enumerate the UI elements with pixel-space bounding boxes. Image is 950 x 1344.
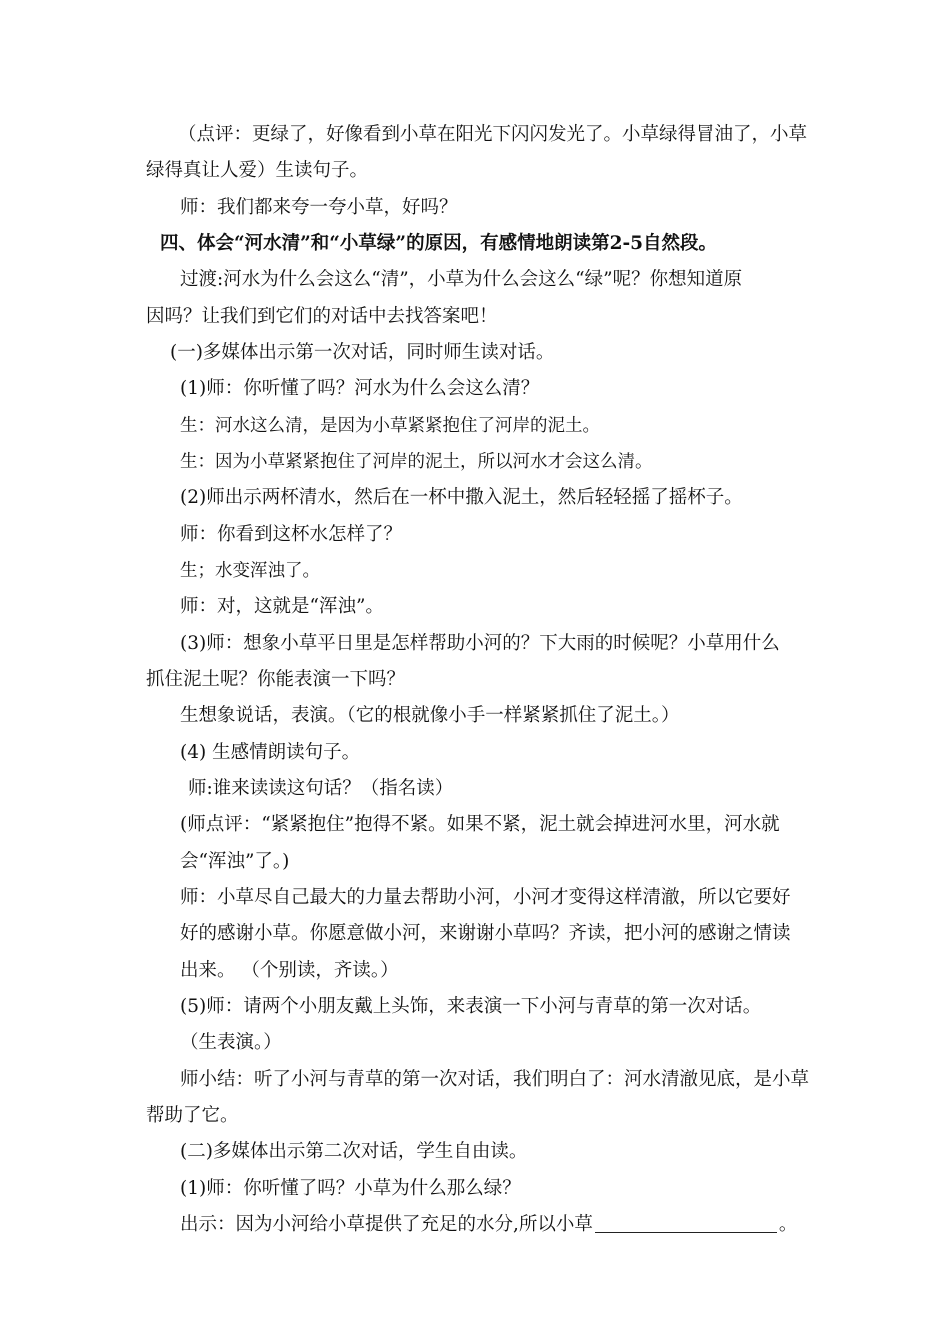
paragraph-line: （生表演。） [180, 1032, 282, 1053]
paragraph-line: 抓住泥土呢？你能表演一下吗？ [146, 669, 406, 690]
paragraph-line: 生；水变浑浊了。 [180, 561, 320, 581]
paragraph-line: (1)师：你听懂了吗？小草为什么那么绿？ [180, 1178, 521, 1199]
paragraph-line: 师：小草尽自己最大的力量去帮助小河，小河才变得这样清澈，所以它要好 [180, 887, 791, 908]
fill-in-blank-line [180, 1213, 797, 1237]
paragraph-line: 师：我们都来夸一夸小草，好吗？ [180, 197, 458, 218]
fill-in-prefix: 出示：因为小河给小草提供了充足的水分,所以小草 [180, 1214, 593, 1235]
paragraph-line: 师:谁来读读这句话？（指名读） [188, 778, 454, 799]
paragraph-line: 师：你看到这杯水怎样了？ [180, 524, 403, 545]
paragraph-line: (2)师出示两杯清水，然后在一杯中撒入泥土，然后轻轻摇了摇杯子。 [180, 487, 743, 508]
paragraph-line: 因吗？让我们到它们的对话中去找答案吧！ [146, 306, 498, 327]
paragraph-line: 帮助了它。 [146, 1105, 239, 1126]
paragraph-line: (师点评：“紧紧抱住”抱得不紧。如果不紧，泥土就会掉进河水里，河水就 [180, 814, 780, 835]
paragraph-line: 师：对，这就是“浑浊”。 [180, 596, 384, 617]
paragraph-line: 生：因为小草紧紧抱住了河岸的泥土，所以河水才会这么清。 [180, 452, 653, 472]
paragraph-line: 生想象说话，表演。（它的根就像小手一样紧紧抓住了泥土。） [180, 705, 680, 726]
paragraph-line: (5)师：请两个小朋友戴上头饰，来表演一下小河与青草的第一次对话。 [180, 996, 762, 1017]
fill-in-suffix: 。 [778, 1214, 798, 1235]
paragraph-line: 师小结：听了小河与青草的第一次对话，我们明白了：河水清澈见底，是小草 [180, 1069, 810, 1090]
paragraph-line: (3)师：想象小草平日里是怎样帮助小河的？下大雨的时候呢？小草用什么 [180, 633, 780, 654]
paragraph-line: 出来。 （个别读，齐读。） [180, 960, 399, 981]
paragraph-line: 绿得真让人爱）生读句子。 [146, 160, 369, 181]
paragraph-line: 会“浑浊”了。) [180, 851, 290, 872]
paragraph-line: 生：河水这么清，是因为小草紧紧抱住了河岸的泥土。 [180, 416, 600, 436]
section-heading: 四、体会“河水清”和“小草绿”的原因，有感情地朗读第2-5自然段。 [160, 233, 717, 254]
paragraph-line: (1)师：你听懂了吗？河水为什么会这么清？ [180, 378, 540, 399]
paragraph-line: (二)多媒体出示第二次对话，学生自由读。 [180, 1141, 528, 1162]
paragraph-line: （点评：更绿了，好像看到小草在阳光下闪闪发光了。小草绿得冒油了，小草 [178, 124, 808, 145]
answer-blank [595, 1214, 777, 1233]
paragraph-line: 过渡:河水为什么会这么“清”，小草为什么会这么“绿”呢？你想知道原 [180, 269, 743, 290]
paragraph-line: 好的感谢小草。你愿意做小河，来谢谢小草吗？齐读，把小河的感谢之情读 [180, 923, 791, 944]
paragraph-line: (4) 生感情朗读句子。 [180, 742, 361, 763]
paragraph-line: (一)多媒体出示第一次对话，同时师生读对话。 [170, 342, 555, 363]
